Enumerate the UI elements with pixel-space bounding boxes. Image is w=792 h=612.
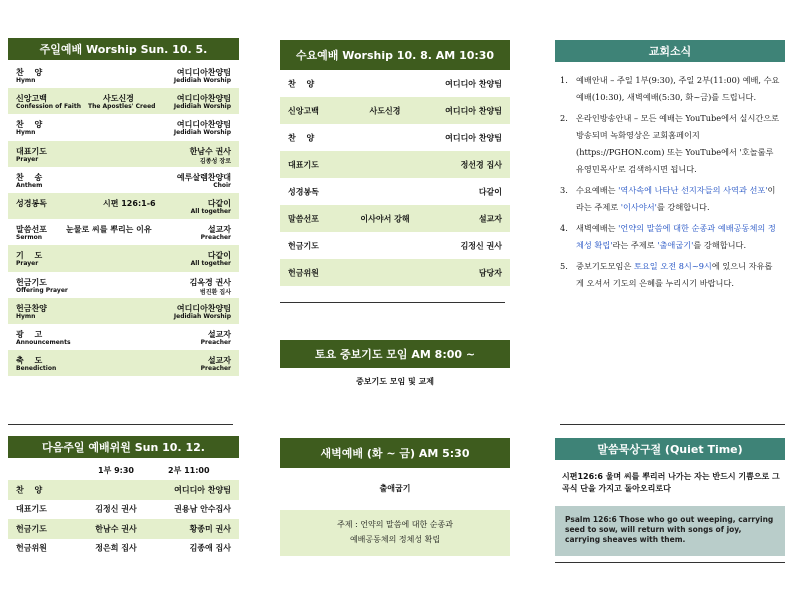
wednesday-program-row — [280, 178, 510, 205]
sunday-program-row — [8, 324, 239, 350]
news-item-text: 라는 주제로 — [612, 240, 658, 250]
program-item-label: 성경봉독 — [288, 187, 319, 196]
program-item-leader: 여디디아찬양팀 — [176, 120, 231, 130]
dawn-worship-header: 새벽예배 (화 ~ 금) AM 5:30 — [280, 438, 510, 468]
program-item-detail: 이사야서 강해 — [360, 214, 410, 223]
program-item-leader-en: 범진환 집사 — [199, 288, 231, 296]
program-item-label: 축 도 — [16, 356, 43, 366]
news-item-number: 5. — [560, 261, 568, 271]
program-item-label: 찬 양 — [16, 68, 43, 77]
duty-service-2: 김종애 집사 — [189, 543, 231, 553]
program-item-label-en: Confession of Faith — [16, 103, 81, 111]
wednesday-worship-header: 수요예배 Worship 10. 8. AM 10:30 — [280, 40, 510, 70]
program-item-leader: 예루살렘찬양대 — [176, 172, 231, 182]
divider — [8, 424, 233, 425]
duty-service-2: 황종미 권사 — [189, 524, 231, 534]
news-item-text: 온라인방송안내 – 모든 예배는 YouTube에서 실시간으로 방송되며 녹화영상은 교회홈페이지(https://PGHON.com) 또는 YouTube에서 '호놀룰루유영민목사'로 검색하시면 됩니다. — [576, 113, 780, 174]
program-item-detail: 사도신경 — [369, 106, 401, 115]
program-item-leader: 설교자 — [207, 225, 231, 235]
program-item-leader: 여디디아 찬양팀 — [445, 133, 502, 142]
news-item-text: 를 강해합니다. — [693, 240, 747, 250]
program-item-detail: 눈물로 씨를 뿌리는 이유 — [66, 225, 152, 235]
sunday-program-row — [8, 193, 239, 219]
program-item-leader: 김정신 권사 — [460, 241, 502, 250]
sunday-program-row — [8, 62, 239, 88]
saturday-prayer-header: 토요 중보기도 모임 AM 8:00 ~ — [280, 340, 510, 368]
program-item-label-en: Hymn — [16, 312, 36, 320]
sunday-worship-header: 주일예배 Worship Sun. 10. 5. — [8, 38, 239, 60]
news-item — [560, 72, 780, 106]
program-item-label: 말씀선포 — [288, 214, 319, 223]
saturday-prayer-text: 중보기도 모임 및 교제 — [356, 377, 434, 386]
program-item-label: 기 도 — [16, 251, 43, 261]
program-item-label: 대표기도 — [16, 146, 47, 156]
program-item-leader: 김옥경 권사 — [189, 277, 231, 287]
news-item-number: 1. — [560, 75, 568, 85]
dawn-theme-line2: 예배공동체의 정체성 확립 — [349, 535, 441, 544]
program-item-leader: 설교자 — [207, 330, 231, 339]
col-service-2: 2부 11:00 — [168, 466, 210, 475]
program-item-detail: 사도신경 — [103, 94, 134, 104]
next-week-row — [8, 480, 239, 500]
next-week-row — [8, 539, 239, 559]
church-news-header: 교회소식 — [555, 40, 785, 62]
program-item-leader: 설교자 — [478, 214, 502, 223]
program-item-label: 성경봉독 — [16, 199, 47, 208]
program-item-leader: 다같이 — [478, 187, 502, 196]
program-item-leader-en: 김종성 장로 — [199, 157, 231, 165]
program-item-label-en: Prayer — [16, 260, 39, 268]
duty-service-1: 정은희 집사 — [95, 543, 137, 553]
news-item-text: '언약의 말씀에 대한 순종과 예배공동체의 정체성 확립' — [576, 223, 776, 250]
program-item-detail: 시편 126:1-6 — [103, 199, 156, 208]
quiet-time-english: Psalm 126:6 Those who go out weeping, carrying seed to sow, will return with songs of joy, carrying sheaves with them. — [565, 515, 774, 544]
dawn-theme-line1: 주제 : 언약의 말씀에 대한 순종과 — [337, 520, 453, 529]
dawn-worship-book: 출애굽기 — [379, 484, 411, 493]
wednesday-program-row — [280, 205, 510, 232]
sunday-program-row — [8, 219, 239, 245]
program-item-label-en: Anthem — [16, 181, 43, 189]
duty-service-1: 한남수 권사 — [95, 524, 137, 534]
news-item-number: 3. — [560, 185, 568, 195]
next-week-row — [8, 500, 239, 520]
news-item-text: '출애굽기' — [657, 240, 694, 250]
news-item — [560, 258, 780, 292]
program-item-leader-en: Preacher — [200, 365, 231, 373]
news-item-number: 2. — [560, 113, 568, 123]
duty-label: 헌금위원 — [16, 543, 47, 553]
program-item-label: 찬 양 — [288, 79, 315, 88]
next-week-row — [8, 519, 239, 539]
program-item-leader: 한남수 권사 — [189, 146, 231, 156]
news-item — [560, 182, 780, 216]
duty-service-2: 여디디아 찬양팀 — [174, 485, 231, 495]
news-item-text: 중보기도모임은 — [576, 261, 634, 271]
news-item-text: 이라는 주제로 — [576, 185, 776, 212]
program-item-label-en: Benediction — [16, 365, 57, 373]
sunday-program-row — [8, 272, 239, 298]
news-item-text: 에 있으니 자유롭게 오셔서 기도의 은혜를 누리시기 바랍니다. — [576, 261, 773, 288]
program-item-label: 찬 양 — [16, 120, 43, 130]
dawn-theme-box — [280, 510, 510, 556]
news-item-text: 예배안내 – 주일 1부(9:30), 주일 2부(11:00) 예배, 수요예배(10:30), 새벽예배(5:30, 화~금)를 드립니다. — [576, 75, 780, 102]
program-item-label: 말씀선포 — [16, 225, 47, 235]
program-item-label: 광 고 — [16, 330, 43, 339]
church-news-list — [560, 72, 780, 296]
program-item-leader-en: All together — [190, 260, 231, 268]
program-item-label: 헌금기도 — [16, 277, 47, 287]
program-item-label-en: Hymn — [16, 129, 36, 137]
sunday-program-row — [8, 167, 239, 193]
duty-service-2: 권용남 안수집사 — [174, 504, 231, 514]
program-item-label-en: Hymn — [16, 77, 36, 84]
news-item-text: 새벽예배는 — [576, 223, 619, 233]
program-item-label-en: Announcements — [16, 339, 71, 346]
sunday-program-row — [8, 141, 239, 167]
program-item-leader: 여디디아찬양팀 — [176, 94, 231, 104]
wednesday-program-row — [280, 70, 510, 97]
duty-label: 찬 양 — [16, 485, 43, 495]
wednesday-program-row — [280, 232, 510, 259]
duty-label: 대표기도 — [16, 504, 47, 514]
wednesday-program-row — [280, 259, 510, 286]
program-item-label: 찬 송 — [16, 172, 43, 182]
program-item-label: 헌금위원 — [288, 268, 319, 277]
program-item-leader: 다같이 — [207, 199, 231, 208]
sunday-program-row — [8, 114, 239, 140]
news-item-text: 수요예배는 — [576, 185, 619, 195]
program-item-leader-en: All together — [190, 208, 231, 215]
program-item-leader-en: Jedidiah Worship — [173, 312, 231, 320]
program-item-detail-en: The Apostles' Creed — [88, 103, 156, 111]
sunday-program-row — [8, 88, 239, 114]
news-item-text: 토요일 오전 8시~9시 — [633, 261, 712, 271]
program-item-leader: 다같이 — [207, 251, 231, 261]
program-item-leader-en: Jedidiah Worship — [173, 129, 231, 137]
program-item-leader: 여디디아 찬양팀 — [445, 79, 502, 88]
quiet-time-header: 말씀묵상구절 (Quiet Time) — [555, 438, 785, 460]
program-item-label: 신앙고백 — [16, 94, 47, 104]
program-item-label: 헌금찬양 — [16, 303, 47, 313]
program-item-leader-en: Choir — [213, 181, 231, 189]
program-item-leader: 여디디아찬양팀 — [176, 303, 231, 313]
news-item-number: 4. — [560, 223, 568, 233]
program-item-label: 헌금기도 — [288, 241, 319, 250]
wednesday-program-row — [280, 124, 510, 151]
program-item-leader-en: Preacher — [200, 339, 231, 346]
program-item-leader: 설교자 — [207, 356, 231, 366]
news-item-text: '이사야서' — [620, 202, 657, 212]
wednesday-program-row — [280, 97, 510, 124]
program-item-label-en: Sermon — [16, 234, 42, 242]
news-item-text: 를 강해합니다. — [656, 202, 710, 212]
news-item — [560, 220, 780, 254]
col-service-1: 1부 9:30 — [98, 466, 134, 475]
program-item-leader-en: Jedidiah Worship — [173, 77, 231, 84]
program-item-leader: 여디디아찬양팀 — [176, 68, 231, 77]
program-item-leader-en: Jedidiah Worship — [173, 103, 231, 111]
program-item-label: 신앙고백 — [288, 106, 319, 115]
program-item-leader: 여디디아 찬양팀 — [445, 106, 502, 115]
sunday-program-row — [8, 350, 239, 376]
program-item-label: 찬 양 — [288, 133, 315, 142]
sunday-program-row — [8, 298, 239, 324]
program-item-leader: 담당자 — [478, 268, 502, 277]
sunday-program-row — [8, 245, 239, 271]
quiet-time-korean: 시편126:6 울며 씨를 뿌리러 나가는 자는 반드시 기쁨으로 그 곡식 단을 가지고 돌아오리로다 — [562, 472, 780, 493]
program-item-label: 대표기도 — [288, 160, 319, 169]
program-item-label-en: Offering Prayer — [16, 286, 68, 294]
news-item-text: '역사속에 나타난 선지자들의 사역과 선포' — [618, 185, 768, 195]
quiet-time-english-box — [555, 506, 785, 556]
program-item-label-en: Prayer — [16, 155, 39, 163]
news-item — [560, 110, 780, 178]
divider — [280, 302, 505, 303]
program-item-leader-en: Preacher — [200, 234, 231, 242]
next-week-col-header — [8, 460, 239, 480]
wednesday-program-row — [280, 151, 510, 178]
duty-label: 헌금기도 — [16, 524, 47, 534]
divider — [560, 424, 785, 425]
program-item-leader: 정선경 집사 — [460, 160, 502, 169]
next-week-header: 다음주일 예배위원 Sun 10. 12. — [8, 436, 239, 458]
duty-service-1: 김정신 권사 — [95, 504, 137, 514]
divider — [555, 562, 785, 563]
